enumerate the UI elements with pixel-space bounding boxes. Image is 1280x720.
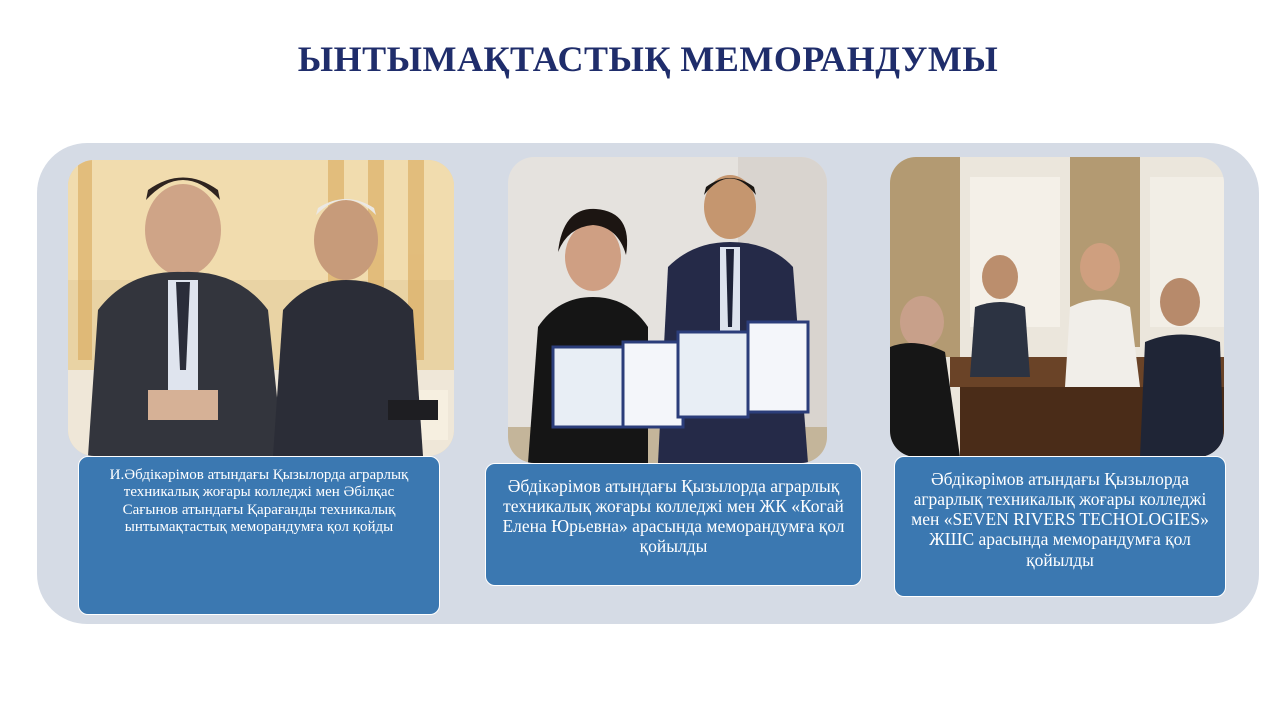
- caption-card-1: И.Әбдікәрімов атындағы Қызылорда аграрлық техникалық жоғары колледжі мен Әбілқас Сағынов атындағы Қарағанды техникалық ынтымақтастық меморандумға қол қойды: [78, 456, 440, 615]
- caption-card-2: Әбдікәрімов атындағы Қызылорда аграрлық техникалық жоғары колледжі мен ЖК «Когай Елена Юрьевна» арасында меморандумға қол қойылды: [485, 463, 862, 586]
- caption-card-3: Әбдікәрімов атындағы Қызылорда аграрлық техникалық жоғары колледжі мен «SEVEN RIVERS TECHOLOGIES» ЖШС арасында меморандумға қол қойылды: [894, 456, 1226, 597]
- photo-meeting-seven-rivers: [890, 157, 1224, 457]
- photo-signing-kogai: [508, 157, 827, 463]
- photo-signing-karaganda: [68, 160, 454, 456]
- slide-title: ЫНТЫМАҚТАСТЫҚ МЕМОРАНДУМЫ: [297, 39, 999, 79]
